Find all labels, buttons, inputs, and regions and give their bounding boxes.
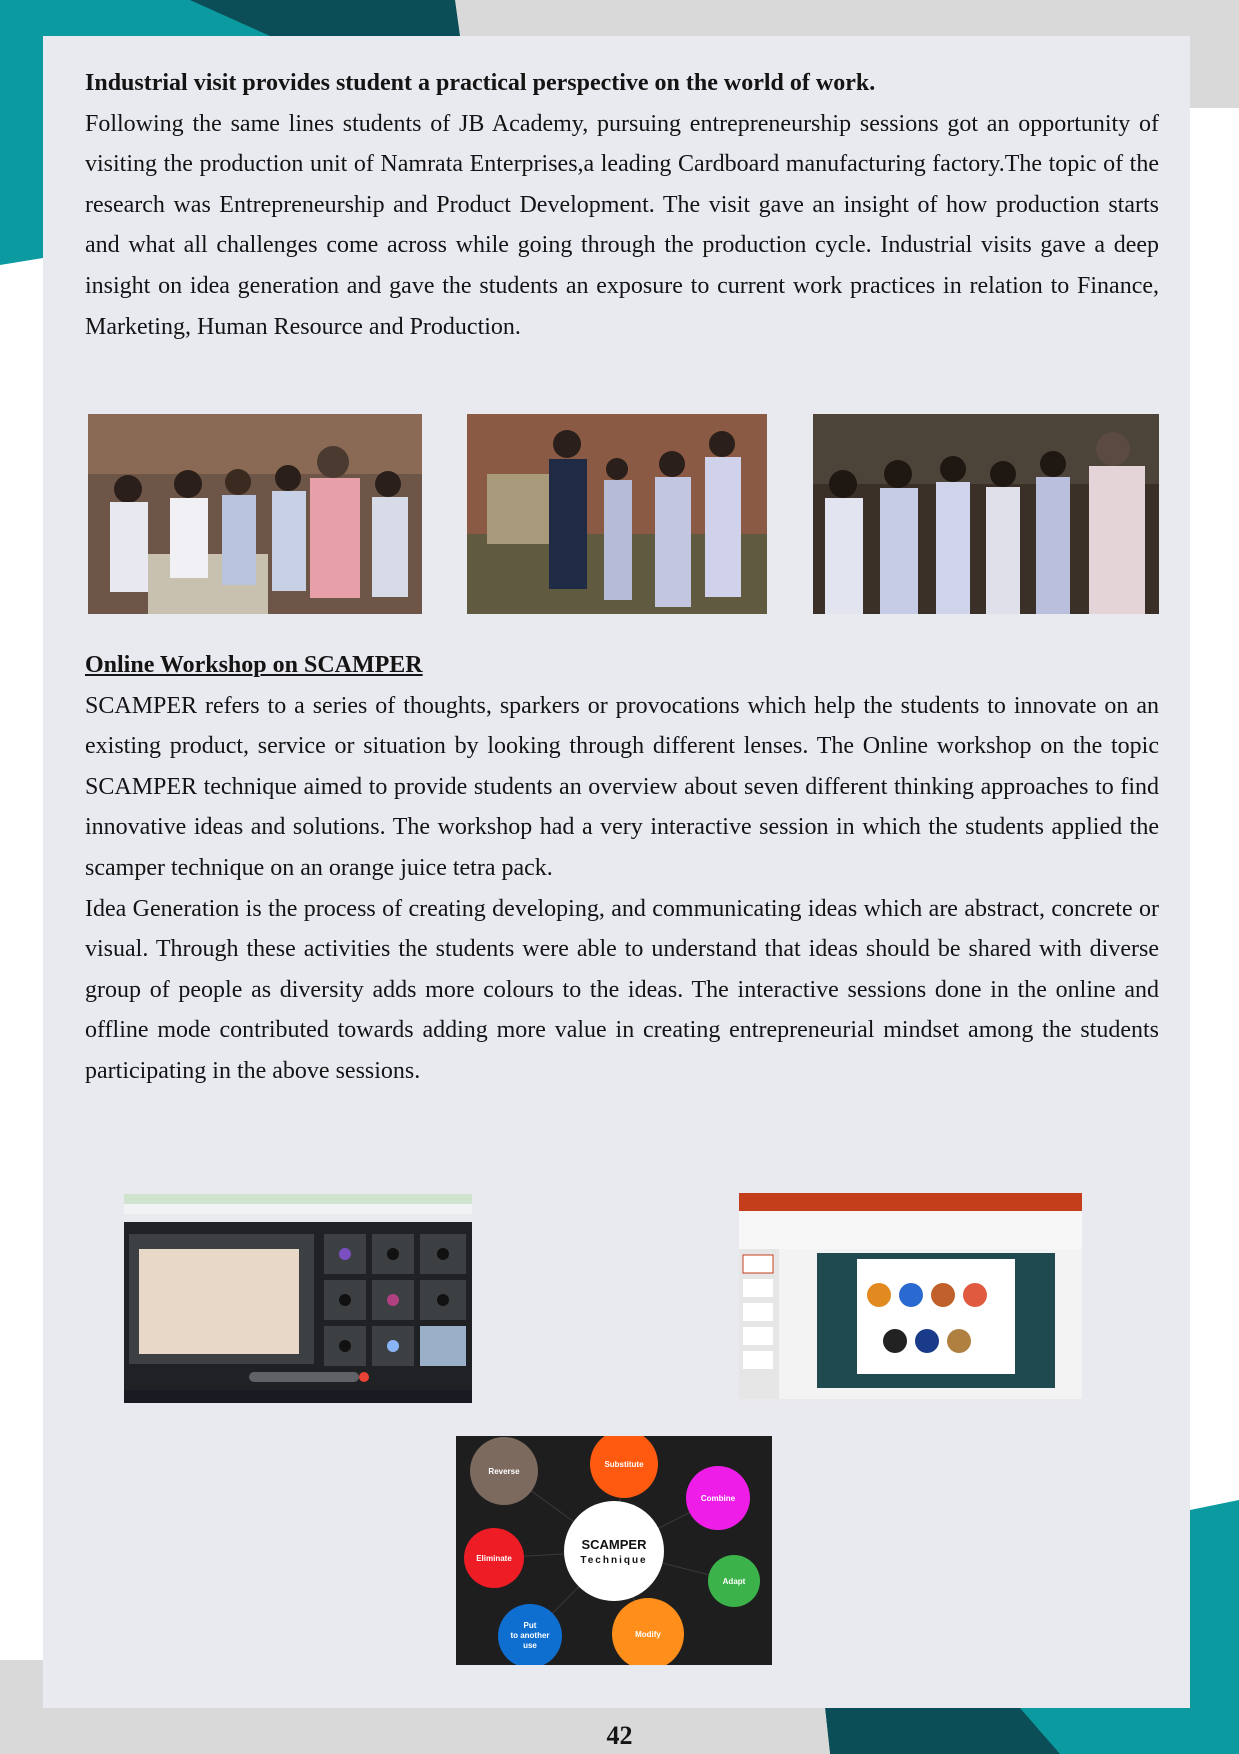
online-meeting-screenshot bbox=[124, 1194, 472, 1403]
industrial-visit-section bbox=[85, 63, 1159, 347]
scamper-center-title: SCAMPER bbox=[581, 1537, 647, 1552]
scamper-paragraph-2: Idea Generation is the process of creating developing, and communicating ideas which are abstract, concrete or visual. Through these activities the students were able to understand that ideas should be shared with diverse group of people as diversity adds more colours to the ideas. The interactive sessions done in the online and offline mode contributed towards adding more value in creating entrepreneurial mindset among the students participating in the above sessions. bbox=[85, 895, 1159, 1084]
industrial-visit-photo-2 bbox=[467, 414, 767, 614]
substitute-label: Substitute bbox=[604, 1460, 644, 1469]
adapt-label: Adapt bbox=[722, 1577, 746, 1586]
modify-label: Modify bbox=[635, 1630, 661, 1639]
page-number: 42 bbox=[606, 1721, 633, 1750]
industrial-visit-paragraph: Following the same lines students of JB Academy, pursuing entrepreneurship sessions got an opportunity of visiting the production unit of Namrata Enterprises,a leading Cardboard manufacturing factory.The topic of the research was Entrepreneurship and Product Development. The visit gave an insight of how production starts and what all challenges come across while going through the production cycle. Industrial visits gave a deep insight on idea generation and gave the students an exposure to current work practices in relation to Finance, Marketing, Human Resource and Production. bbox=[85, 110, 1159, 340]
scamper-workshop-section bbox=[85, 645, 1159, 1092]
powerpoint-screenshot bbox=[739, 1193, 1082, 1411]
combine-label: Combine bbox=[700, 1494, 736, 1503]
industrial-visit-photo-3 bbox=[813, 414, 1159, 614]
scamper-paragraph-1: SCAMPER refers to a series of thoughts, sparkers or provocations which help the students to innovate on an existing product, service or situation by looking through different lenses. The Online workshop on the topic SCAMPER technique aimed to provide students an overview about seven different thinking approaches to find innovative ideas and solutions. The workshop had a very interactive session in which the students applied the scamper technique on an orange juice tetra pack. bbox=[85, 692, 1159, 881]
put-label-line3: use bbox=[523, 1641, 537, 1650]
put-label-line2: to another bbox=[510, 1631, 550, 1640]
reverse-label: Reverse bbox=[488, 1467, 520, 1476]
scamper-technique-diagram bbox=[456, 1436, 772, 1665]
industrial-visit-heading: Industrial visit provides student a practical perspective on the world of work. bbox=[85, 70, 876, 96]
scamper-workshop-heading: Online Workshop on SCAMPER bbox=[85, 652, 423, 678]
eliminate-label: Eliminate bbox=[476, 1554, 512, 1563]
scamper-center-subtitle: Technique bbox=[580, 1555, 648, 1566]
put-label-line1: Put bbox=[523, 1621, 537, 1630]
industrial-visit-photo-1 bbox=[88, 414, 422, 614]
